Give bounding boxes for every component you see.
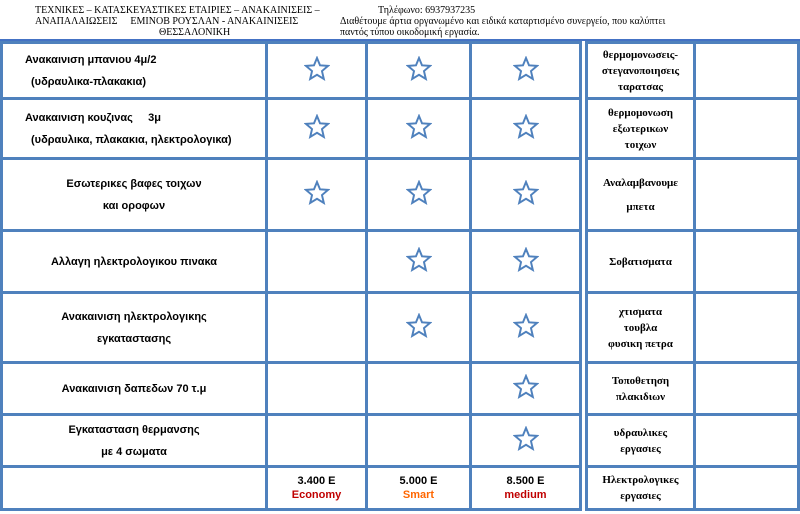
plan-economy-cell [267, 293, 367, 363]
service-cell [2, 415, 267, 467]
service-text: Αλλαγη ηλεκτρολογικου πινακα [50, 255, 218, 268]
star-outline-icon [406, 180, 432, 206]
service-cell [2, 159, 267, 231]
header-line-3: ΘΕΣΣΑΛΟΝΙΚΗ [159, 27, 231, 38]
header-line-1: ΤΕΧΝΙΚΕΣ – ΚΑΤΑΣΚΕΥΑΣΤΙΚΕΣ ΕΤΑΙΡΙΕΣ – ΑΝΑΚΑΙΝΙΣΕΙΣ – [35, 5, 320, 16]
extra-service-text: εργασιες [620, 490, 661, 502]
service-text: με 4 σωματα [101, 445, 167, 458]
star-outline-icon [406, 313, 432, 339]
header-line-2a: ΑΝΑΠΑΛΑΙΩΣΕΙΣ [35, 16, 118, 27]
star-outline-icon [513, 247, 539, 273]
extra-service-text: τουβλα [623, 321, 658, 334]
service-text: Ανακαινιση δαπεδων 70 τ.μ [61, 382, 207, 395]
service-text: Ανακαινιση μπανιου 4μ/2 [25, 53, 157, 66]
plan-price: 5.000 Ε [399, 475, 438, 487]
extra-service-text: φυσικη πετρα [608, 337, 673, 350]
table-row [2, 43, 799, 99]
plan-economy-cell [267, 159, 367, 231]
extra-service-text: υδραυλικες [613, 426, 668, 439]
empty-cell [695, 467, 799, 510]
extra-service-text: θερμομονωση [608, 106, 673, 119]
service-text: εγκαταστασης [96, 332, 172, 345]
plan-medium-cell [471, 99, 581, 159]
plan-medium-cell [471, 415, 581, 467]
empty-cell [695, 415, 799, 467]
plan-medium-cell [471, 43, 581, 99]
service-cell [2, 363, 267, 415]
service-text: Εσωτερικες βαφες τοιχων [66, 177, 202, 190]
star-outline-icon [513, 426, 539, 452]
plan-price: 8.500 Ε [506, 475, 545, 487]
service-text: και οροφων [102, 199, 166, 212]
plan-economy-cell [267, 99, 367, 159]
extra-service-text: χτισματα [618, 305, 663, 318]
service-text: Εγκατασταση θερμανσης [68, 423, 200, 436]
empty-cell [695, 43, 799, 99]
empty-cell [695, 293, 799, 363]
plan-smart-cell [367, 415, 471, 467]
extra-service-text: εξωτερικων [612, 122, 669, 135]
service-cell [2, 293, 267, 363]
plan-economy-cell [267, 231, 367, 293]
plan-smart-cell [367, 363, 471, 415]
star-outline-icon [513, 114, 539, 140]
extra-service-cell [587, 43, 695, 99]
plan-economy-price-cell [267, 467, 367, 510]
extra-service-cell [587, 293, 695, 363]
table-row [2, 99, 799, 159]
extra-service-text: Ηλεκτρολογικες [602, 474, 679, 486]
plan-label: Smart [402, 489, 435, 501]
service-cell [2, 43, 267, 99]
extra-service-text: πλακιδιων [615, 390, 666, 403]
extra-service-cell [587, 467, 695, 510]
table-row [2, 293, 799, 363]
plan-price: 3.400 Ε [297, 475, 336, 487]
star-outline-icon [513, 374, 539, 400]
empty-cell [695, 363, 799, 415]
service-text: (υδραυλικα, πλακακια, ηλεκτρολογικα) [31, 133, 232, 146]
extra-service-text: Σοβατισματα [609, 255, 672, 268]
star-outline-icon [513, 180, 539, 206]
star-outline-icon [304, 180, 330, 206]
star-outline-icon [304, 114, 330, 140]
plan-medium-cell [471, 231, 581, 293]
description-line-2: παντός τύπου οικοδομική εργασία. [340, 27, 480, 38]
extra-service-text: Τοποθετηση [611, 374, 670, 387]
extra-service-cell [587, 231, 695, 293]
phone-text: Τηλέφωνο: 6937937235 [378, 5, 476, 16]
extra-service-cell [587, 363, 695, 415]
service-text: Ανακαινιση ηλεκτρολογικης [61, 310, 207, 323]
table-row [2, 415, 799, 467]
star-outline-icon [304, 56, 330, 82]
plan-economy-cell [267, 363, 367, 415]
star-outline-icon [513, 313, 539, 339]
plan-medium-price-cell [471, 467, 581, 510]
plan-smart-cell [367, 43, 471, 99]
plan-smart-cell [367, 159, 471, 231]
plan-medium-cell [471, 293, 581, 363]
extra-service-cell [587, 99, 695, 159]
plan-economy-cell [267, 415, 367, 467]
empty-cell [695, 99, 799, 159]
plan-medium-cell [471, 363, 581, 415]
price-row [2, 467, 799, 510]
empty-cell [695, 159, 799, 231]
plan-smart-price-cell [367, 467, 471, 510]
plan-medium-cell [471, 159, 581, 231]
extra-service-text: Αναλαμβανουμε [603, 176, 678, 189]
extra-service-text: εργασιες [620, 442, 661, 455]
empty-cell [2, 467, 267, 510]
table-row [2, 231, 799, 293]
service-text: Ανακαινιση κουζινας 3μ [25, 111, 161, 124]
extra-service-cell [587, 415, 695, 467]
header-line-2b: ΕΜΙΝΟΒ ΡΟΥΣΛΑΝ - ΑΝΑΚΑΙΝΙΣΕΙΣ [130, 16, 299, 27]
extra-service-text: στεγανοποιησεις [601, 64, 680, 77]
plan-label: Economy [291, 489, 342, 501]
extra-service-text: ταρατσας [617, 80, 664, 93]
extra-service-cell [587, 159, 695, 231]
service-cell [2, 99, 267, 159]
plan-smart-cell [367, 99, 471, 159]
star-outline-icon [406, 247, 432, 273]
star-outline-icon [406, 114, 432, 140]
extra-service-text: θερμομονωσεις- [602, 48, 679, 61]
price-table [0, 41, 800, 511]
company-header [35, 5, 340, 38]
table-row [2, 363, 799, 415]
star-outline-icon [513, 56, 539, 82]
contact-header [340, 5, 670, 38]
plan-label: medium [504, 489, 547, 501]
table-row [2, 159, 799, 231]
empty-cell [695, 231, 799, 293]
service-text: (υδραυλικα-πλακακια) [31, 75, 146, 88]
plan-smart-cell [367, 293, 471, 363]
star-outline-icon [406, 56, 432, 82]
plan-economy-cell [267, 43, 367, 99]
service-cell [2, 231, 267, 293]
extra-service-text: τοιχων [624, 138, 657, 151]
extra-service-text: μπετα [626, 200, 655, 213]
description-line-1: Διαθέτουμε άρτια οργανωμένο και ειδικά καταρτισμένο συνεργείο, που καλύπτει [340, 16, 666, 27]
plan-smart-cell [367, 231, 471, 293]
